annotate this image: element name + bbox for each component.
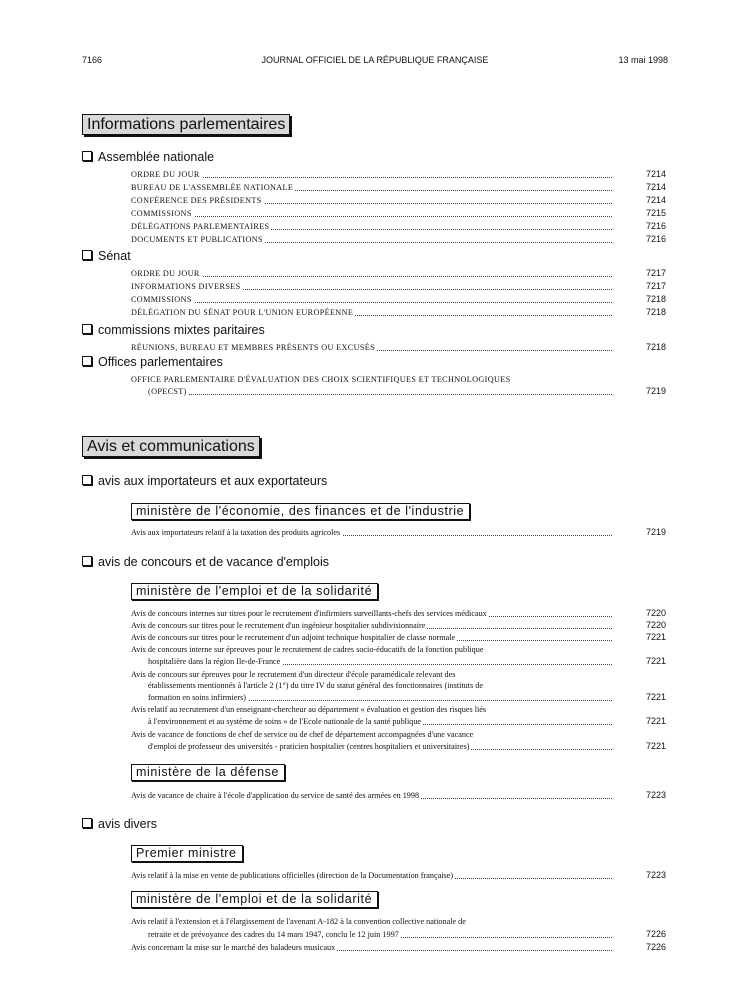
entry-line: établissements mentionnés à l'article 2 (1°) du titre IV du statut général des fonctionnaires (instituts de: [148, 681, 483, 690]
toc-label: Avis de concours sur titres pour le recrutement d'un adjoint technique hospitalier de classe normale: [131, 633, 456, 642]
heading-label: Offices parlementaires: [98, 355, 223, 369]
entry-line: Avis de vacance de fonctions de chef de service ou de chef de département accompagnées d'une vacance: [131, 730, 474, 739]
heading-label: Assemblée nationale: [98, 150, 215, 164]
toc-page: 7218: [645, 342, 666, 352]
heading-senat: [82, 249, 131, 264]
entry-line: Avis relatif au recrutement d'un enseignant-chercheur au département « évaluation et gestion des risques liés: [131, 705, 487, 714]
ministry-box-emploi: ministère de l'emploi et de la solidarité: [131, 583, 378, 600]
toc-page: 7220: [645, 608, 666, 618]
toc-page: 7221: [645, 741, 666, 751]
toc-label: DÉLÉGATIONS PARLEMENTAIRES: [131, 222, 270, 231]
toc-label: Avis concernant la mise sur le marché des baladeurs musicaux: [131, 943, 336, 952]
toc-page: 7221: [645, 632, 666, 642]
heading-label: avis aux importateurs et aux exportateurs: [98, 474, 328, 488]
entry-line: Avis relatif à l'extension et à l'élargissement de l'avenant A-182 à la convention collective nationale de: [131, 917, 466, 926]
page-header: [82, 55, 668, 69]
toc-label: à l'environnement et au système de soins » de l'Ecole nationale de la santé publique: [148, 717, 422, 726]
toc-label: Avis de vacance de chaire à l'école d'application du service de santé des armées en 1998: [131, 791, 420, 800]
toc-label: Avis relatif à la mise en vente de publications officielles (direction de la Documentation française): [131, 871, 454, 880]
heading-offices: [82, 355, 223, 370]
toc-row: [148, 692, 666, 703]
toc-page: 7214: [645, 169, 666, 179]
page-number: 7166: [82, 55, 103, 65]
toc-page: 7221: [645, 692, 666, 702]
toc-page: 7217: [645, 268, 666, 278]
toc-label: hospitalière dans la région Ile-de-France: [148, 657, 281, 666]
heading-assemblee: [82, 150, 214, 165]
toc-page: 7226: [645, 942, 666, 952]
leader-dots: [131, 302, 612, 303]
toc-page: 7218: [645, 294, 666, 304]
toc-row: [131, 294, 666, 305]
checkbox-square-icon: [82, 324, 92, 334]
heading-label: commissions mixtes paritaires: [98, 323, 265, 337]
heading-label: avis de concours et de vacance d'emplois: [98, 555, 329, 569]
toc-row: [148, 741, 666, 752]
toc-page: 7223: [645, 790, 666, 800]
toc-label: Avis de concours sur titres pour le recrutement d'un ingénieur hospitalier subdivisionnaire: [131, 621, 426, 630]
toc-row: [131, 208, 666, 219]
toc-page: 7220: [645, 620, 666, 630]
toc-page: 7221: [645, 656, 666, 666]
toc-label: COMMISSIONS: [131, 295, 192, 304]
toc-row: [131, 195, 666, 206]
toc-label: Avis de concours internes sur titres pour le recrutement d'infirmiers surveillants-chefs des services médicaux: [131, 609, 487, 618]
toc-row: [148, 929, 666, 940]
toc-row: [148, 716, 666, 727]
heading-label: avis divers: [98, 817, 158, 831]
toc-row: [131, 169, 666, 180]
leader-dots: [131, 177, 612, 178]
heading-divers: [82, 817, 157, 832]
toc-row: [131, 608, 666, 619]
toc-page: 7216: [645, 234, 666, 244]
section-title-avis: Avis et communications: [82, 436, 260, 457]
heading-concours: [82, 555, 329, 570]
checkbox-square-icon: [82, 556, 92, 566]
toc-row: [131, 234, 666, 245]
ministry-box-premier-ministre: Premier ministre: [131, 845, 243, 862]
entry-line: Avis de concours interne sur épreuves pour le recrutement de cadres socio-éducatifs de la fonction publique: [131, 645, 484, 654]
heading-importateurs: [82, 474, 327, 489]
toc-row: [131, 221, 666, 232]
toc-page: 7216: [645, 221, 666, 231]
toc-page: 7217: [645, 281, 666, 291]
toc-label: DOCUMENTS ET PUBLICATIONS: [131, 235, 263, 244]
toc-label: Avis aux importateurs relatif à la taxation des produits agricoles: [131, 528, 341, 537]
checkbox-square-icon: [82, 250, 92, 260]
toc-label: ORDRE DU JOUR: [131, 269, 200, 278]
toc-label: d'emploi de professeur des universités - praticien hospitalier (centres hospitaliers et universitaires): [148, 742, 470, 751]
toc-page: 7223: [645, 870, 666, 880]
toc-page: 7226: [645, 929, 666, 939]
heading-cmp: [82, 323, 265, 338]
toc-row: [131, 632, 666, 643]
toc-label: COMMISSIONS: [131, 209, 192, 218]
toc-label: CONFÉRENCE DES PRÉSIDENTS: [131, 196, 262, 205]
toc-row: [131, 268, 666, 279]
toc-row: [131, 790, 666, 801]
toc-row: [148, 656, 666, 667]
toc-row: [131, 307, 666, 318]
toc-label: DÉLÉGATION DU SÉNAT POUR L'UNION EUROPÉENNE: [131, 308, 354, 317]
leader-dots: [148, 394, 612, 395]
journal-title: JOURNAL OFFICIEL DE LA RÉPUBLIQUE FRANÇAISE: [261, 55, 489, 65]
toc-row: [131, 182, 666, 193]
issue-date: 13 mai 1998: [618, 55, 668, 65]
checkbox-square-icon: [82, 818, 92, 828]
toc-label: formation en soins infirmiers): [148, 693, 247, 702]
ministry-box-economie: ministère de l'économie, des finances et de l'industrie: [131, 503, 470, 520]
toc-page: 7218: [645, 307, 666, 317]
section-title-informations: Informations parlementaires: [82, 114, 290, 135]
toc-label: retraite et de prévoyance des cadres du 14 mars 1947, conclu le 12 juin 1997: [148, 930, 399, 939]
toc-page: 7221: [645, 716, 666, 726]
ministry-box-emploi-2: ministère de l'emploi et de la solidarité: [131, 891, 378, 908]
toc-row: [131, 942, 666, 953]
toc-page: 7219: [645, 386, 666, 396]
toc-row: [131, 870, 666, 881]
checkbox-square-icon: [82, 475, 92, 485]
entry-line: Avis de concours sur épreuves pour le recrutement d'un directeur d'école paramédicale relevant des: [131, 670, 456, 679]
toc-row: [131, 620, 666, 631]
toc-row: [131, 527, 666, 538]
toc-page: 7214: [645, 195, 666, 205]
toc-label: INFORMATIONS DIVERSES: [131, 282, 241, 291]
toc-label: BUREAU DE L'ASSEMBLÉE NATIONALE: [131, 183, 294, 192]
heading-label: Sénat: [98, 249, 131, 263]
leader-dots: [131, 216, 612, 217]
toc-row: [131, 342, 666, 353]
toc-row: [131, 281, 666, 292]
ministry-box-defense: ministère de la défense: [131, 764, 285, 781]
toc-label: RÉUNIONS, BUREAU ET MEMBRES PRÉSENTS OU EXCUSÉS: [131, 343, 375, 352]
leader-dots: [131, 276, 612, 277]
checkbox-square-icon: [82, 356, 92, 366]
toc-label: (OPECST): [148, 387, 187, 396]
toc-label: ORDRE DU JOUR: [131, 170, 200, 179]
checkbox-square-icon: [82, 151, 92, 161]
toc-row: [148, 386, 666, 397]
toc-page: 7214: [645, 182, 666, 192]
toc-page: 7215: [645, 208, 666, 218]
office-line1: OFFICE PARLEMENTAIRE D'ÉVALUATION DES CHOIX SCIENTIFIQUES ET TECHNOLOGIQUES: [131, 375, 511, 384]
toc-page: 7219: [645, 527, 666, 537]
